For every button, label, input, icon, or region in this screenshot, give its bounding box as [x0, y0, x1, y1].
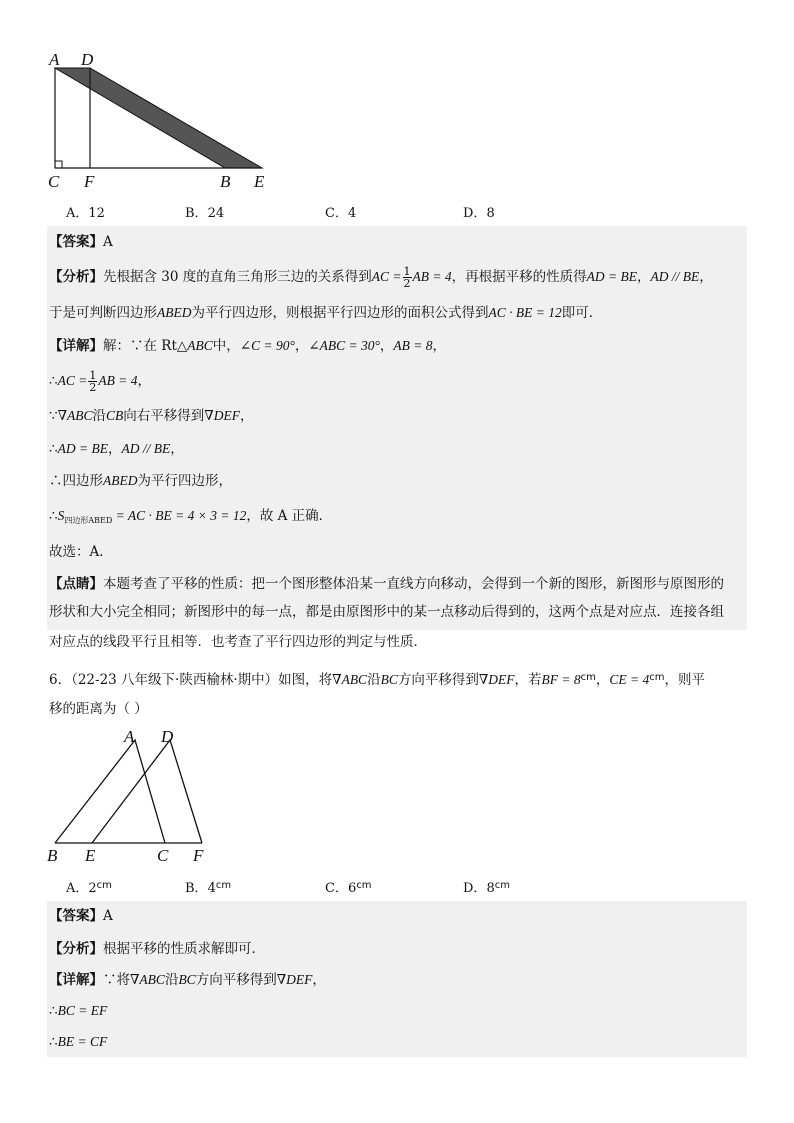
q5-detail-line6: $\therefore S_{四边形ABED}$ = AC · BE = 4 × 3 = 12，故 A 正确． — [49, 508, 333, 525]
label-f: F — [84, 172, 95, 191]
label-d: D — [81, 50, 94, 69]
label-a: A — [49, 50, 60, 69]
q6-analysis: 【分析】根据平移的性质求解即可． — [49, 941, 265, 957]
label-c: C — [157, 846, 169, 865]
q5-option-b: B．24 — [185, 206, 225, 221]
q5-detail-line4: ∴AD = BE，AD // BE， — [49, 441, 184, 457]
q5-comment-line1: 【点睛】本题考查了平移的性质：把一个图形整体沿某一直线方向移动，会得到一个新的图形，新图形与原图形的 — [49, 576, 724, 592]
q5-detail-line2: ∴AC = $\frac{1}{2}$ AB = 4， — [49, 369, 151, 394]
label-e: E — [85, 846, 96, 865]
label-d: D — [161, 727, 174, 746]
q5-analysis-line1: 【分析】先根据含 30 度的直角三角形三边的关系得到AC = $\frac{1}{2}$ AB = 4，再根据平移的性质得AD = BE，AD // BE， — [49, 265, 713, 290]
label-b: B — [220, 172, 231, 191]
q6-detail-line1: 【详解】∵将∇ABC沿BC方向平移得到∇DEF， — [49, 972, 326, 988]
q6-stem-line1: 6．（22-23 八年级下·陕西榆林·期中）如图，将∇ABC沿BC方向平移得到∇DEF，若BF = $8^{cm}$，CE = $4^{cm}$，则平 — [49, 672, 705, 688]
q6-option-a: A．$2^{cm}$ — [66, 880, 112, 896]
q5-option-c: C．4 — [325, 206, 357, 221]
fraction-half: $\frac{1}{2}$ — [89, 369, 97, 394]
q5-detail-line5: ∴四边形ABED为平行四边形， — [49, 473, 232, 489]
q6-answer: 【答案】A — [49, 908, 113, 924]
label-b: B — [47, 846, 58, 865]
q6-option-d: D．$8^{cm}$ — [463, 880, 510, 896]
q6-stem-line2: 移的距离为（ ） — [49, 701, 148, 717]
q5-comment-line3: 对应点的线段平行且相等．也考查了平行四边形的判定与性质． — [49, 634, 427, 650]
label-a: A — [124, 727, 135, 746]
q6-option-b: B．$4^{cm}$ — [185, 880, 232, 896]
q5-comment-line2: 形状和大小完全相同；新图形中的每一点，都是由原图形中的某一点移动后得到的，这两个点是对应点．连接各组 — [49, 604, 724, 620]
q5-detail-line1: 【详解】解：∵在 Rt△ABC中，∠C = 90°，∠ABC = 30°，AB = 8， — [49, 338, 447, 354]
q5-answer: 【答案】A — [49, 234, 113, 250]
q5-option-d: D．8 — [463, 206, 495, 221]
q6-option-c: C．$6^{cm}$ — [325, 880, 372, 896]
label-e: E — [254, 172, 265, 191]
q5-option-a: A．12 — [66, 206, 105, 221]
figure-trapezoid-translation — [40, 45, 280, 195]
right-angle-mark — [55, 161, 62, 168]
label-c: C — [48, 172, 60, 191]
fraction-half: $\frac{1}{2}$ — [403, 265, 411, 290]
q5-detail-line3: ∵∇ABC沿CB向右平移得到∇DEF， — [49, 408, 254, 424]
shaded-parallelogram — [55, 68, 262, 168]
q5-detail-line7: 故选：A． — [49, 544, 113, 560]
triangle-def — [92, 740, 202, 843]
figure-triangles-translation — [40, 725, 230, 870]
q6-detail-line2: ∴BC = EF — [49, 1003, 108, 1019]
q5-analysis-line2: 于是可判断四边形ABED为平行四边形，则根据平行四边形的面积公式得到AC · BE = 12即可． — [49, 305, 603, 321]
label-f: F — [193, 846, 204, 865]
triangle-abc — [55, 740, 165, 843]
q6-detail-line3: ∴BE = CF — [49, 1034, 108, 1050]
